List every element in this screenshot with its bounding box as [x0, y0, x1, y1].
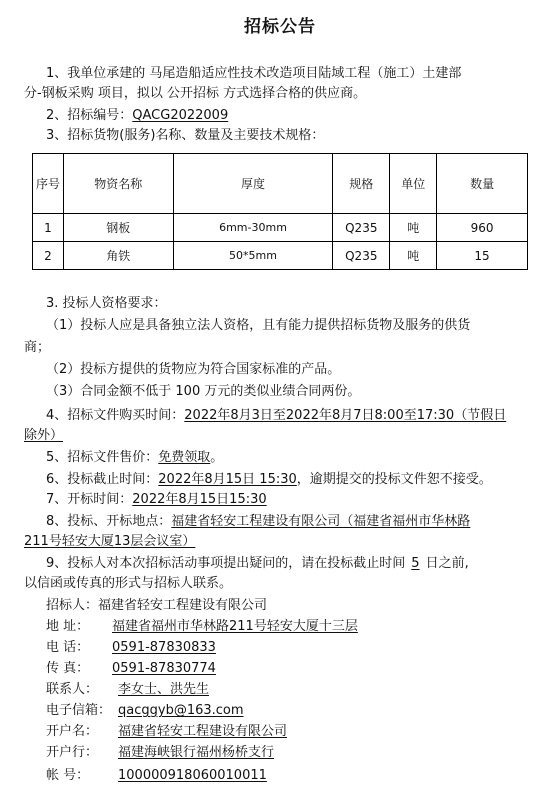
purchase-time: [46, 406, 558, 426]
account-no-value: 100000918060010011: [118, 768, 267, 783]
cell-spec: Q235: [333, 214, 390, 242]
phone-label: 电 话：: [46, 640, 90, 655]
account-name-line: [46, 722, 287, 742]
tenderer-value: 福建省轻安工程建设有限公司: [98, 598, 268, 613]
price-suffix: 。: [210, 450, 224, 465]
cell-name: 钢板: [63, 214, 173, 242]
qualification-item-2: （2）投标方提供的货物应为符合国家标准的产品。: [46, 362, 341, 377]
inquiry-notice: [46, 554, 558, 574]
bank-value: 福建海峡银行福州杨桥支行: [118, 745, 275, 760]
intro-line-1: 1、我单位承建的 马尾造船适应性技术改造项目陆域工程（施工）土建部: [46, 66, 462, 81]
account-name-label: 开户名：: [46, 724, 99, 739]
location-value-cont: 211号轻安大厦13层会议室）: [24, 534, 196, 549]
deadline-label: 6、投标截止时间：: [46, 472, 159, 487]
contact-person-value: 李女士、洪先生: [118, 682, 210, 697]
qualification-item-3: （3）合同金额不低于 100 万元的类似业绩合同两份。: [46, 384, 361, 399]
bid-location-cont: [24, 532, 536, 552]
col-header-unit: 单位: [390, 154, 437, 214]
location-value: 福建省轻安工程建设有限公司（福建省福州市华林路: [171, 514, 471, 529]
location-label: 8、投标、开标地点：: [46, 514, 172, 529]
table-header-row: [33, 154, 528, 214]
qualification-item-1: （1）投标人应是具备独立法人资格，且有能力提供招标货物及服务的供货: [46, 318, 471, 333]
price-value: 免费领取: [158, 450, 211, 465]
email-value: qacggyb@163.com: [118, 703, 244, 718]
cell-seq: 2: [33, 242, 64, 270]
inquiry-prefix: 9、投标人对本次招标活动事项提出疑问的，请在投标截止时间: [46, 556, 406, 571]
address-value: 福建省福州市华林路211号轻安大厦十三层: [112, 619, 358, 634]
purchase-time-value-cont: 除外）: [24, 428, 64, 443]
bank-label: 开户行：: [46, 745, 99, 760]
opening-value: 2022年8月15日15:30: [132, 492, 267, 507]
cell-thickness: 6mm-30mm: [173, 214, 333, 242]
deadline-suffix: ，逾期提交的投标文件恕不接受。: [296, 472, 492, 487]
tenderer-label: 招标人：: [46, 598, 99, 613]
goods-spec-table: [32, 153, 528, 270]
cell-thickness: 50*5mm: [173, 242, 333, 270]
bid-number-value: QACG2022009: [132, 108, 229, 123]
col-header-spec: 规格: [333, 154, 390, 214]
inquiry-suffix: 日之前,: [425, 556, 469, 571]
document-price: [46, 448, 558, 468]
fax-value: 0591-87830774: [112, 661, 216, 676]
col-header-thickness: 厚度: [173, 154, 333, 214]
address-label: 地 址：: [46, 619, 90, 634]
inquiry-days: 5: [411, 556, 420, 571]
email-label: 电子信箱：: [46, 703, 112, 718]
contact-person-line: [46, 680, 279, 700]
intro-line-2: 分-钢板采购 项目，拟以 公开招标 方式选择合格的供应商。: [24, 86, 367, 101]
phone-value: 0591-87830833: [112, 640, 216, 655]
qualification-heading: 3. 投标人资格要求：: [46, 296, 167, 311]
account-no-label: 帐 号：: [46, 768, 90, 783]
bid-deadline: [46, 470, 558, 490]
cell-unit: 吨: [390, 214, 437, 242]
address-line: [46, 617, 358, 637]
account-name-value: 福建省轻安工程建设有限公司: [118, 724, 288, 739]
opening-time: [46, 490, 558, 510]
deadline-value: 2022年8月15日 15:30: [158, 472, 297, 487]
bid-number: [46, 106, 558, 126]
price-label: 5、招标文件售价：: [46, 450, 159, 465]
tenderer-line: [46, 596, 267, 616]
cell-unit: 吨: [390, 242, 437, 270]
bid-number-label: 2、招标编号：: [46, 108, 133, 123]
fax-label: 传 真：: [46, 661, 90, 676]
page-title: 招标公告: [244, 17, 316, 37]
cell-qty: 15: [437, 242, 528, 270]
purchase-time-value: 2022年8月3日至2022年8月7日8:00至17:30（节假日: [184, 408, 507, 423]
inquiry-notice-cont: 以信函或传真的形式与招标人联系。: [24, 576, 233, 591]
fax-line: [46, 659, 216, 679]
col-header-qty: 数量: [437, 154, 528, 214]
phone-line: [46, 638, 216, 658]
table-row: [33, 242, 528, 270]
col-header-name: 物资名称: [63, 154, 173, 214]
email-line: [46, 701, 244, 721]
cell-qty: 960: [437, 214, 528, 242]
bank-line: [46, 743, 274, 763]
col-header-seq: 序号: [33, 154, 64, 214]
table-row: [33, 214, 528, 242]
purchase-time-label: 4、招标文件购买时间：: [46, 408, 185, 423]
account-no-line: [46, 766, 267, 786]
cell-name: 角铁: [63, 242, 173, 270]
contact-person-label: 联系人：: [46, 682, 99, 697]
opening-label: 7、开标时间：: [46, 492, 133, 507]
bid-location: [46, 512, 558, 532]
qualification-item-1-cont: 商；: [24, 340, 51, 355]
cell-seq: 1: [33, 214, 64, 242]
cell-spec: Q235: [333, 242, 390, 270]
goods-heading: 3、招标货物(服务)名称、数量及主要技术规格：: [46, 128, 325, 143]
purchase-time-cont: [24, 426, 536, 446]
